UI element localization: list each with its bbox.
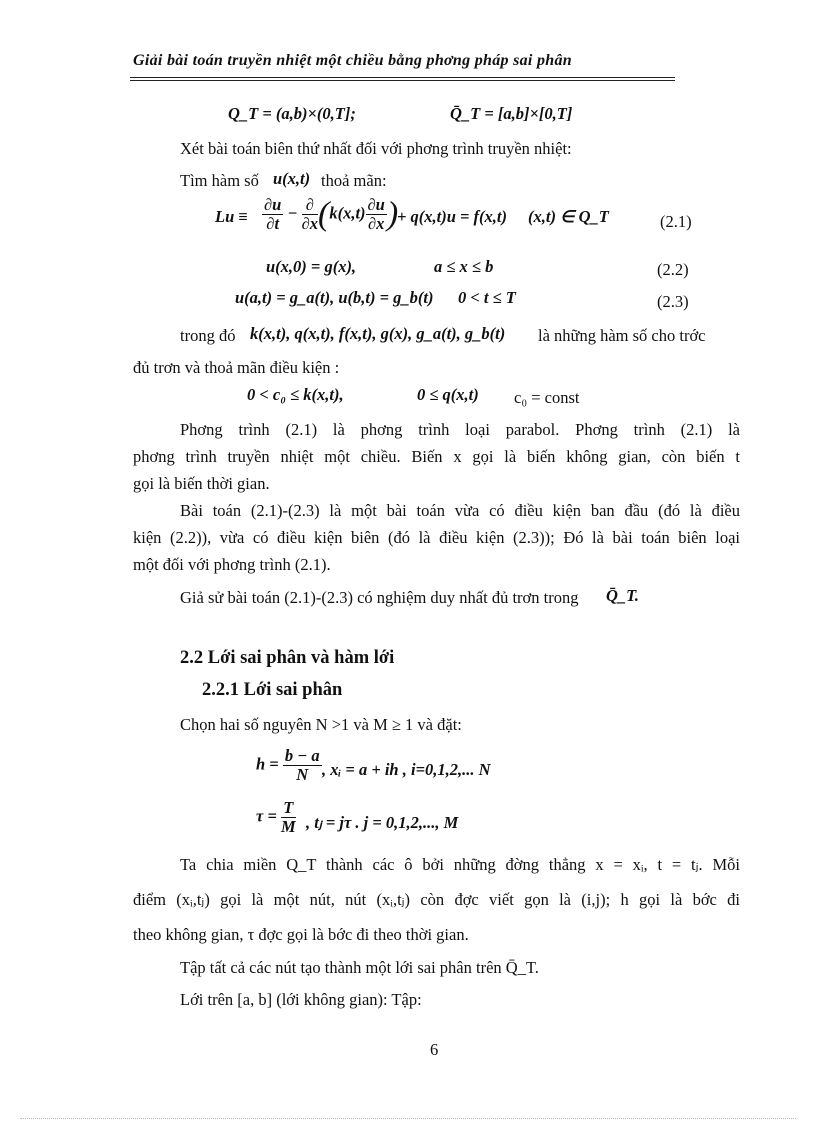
page-bottom-rule <box>20 1118 796 1119</box>
given-prefix: trong đó <box>180 326 236 345</box>
eq23-condition: 0 < t ≤ T <box>458 288 516 307</box>
grid-para1-line2: điểm (xᵢ,tⱼ) gọi là một nút, nút (xᵢ,tⱼ) còn đợc viết gọn là (i,j); h gọi là bớc đi <box>133 890 740 909</box>
smooth-line: đủ trơn và thoả mãn điều kiện : <box>133 358 340 377</box>
running-header: Giải bài toán truyền nhiệt một chiều bằng phơng pháp sai phân <box>133 52 572 69</box>
intro-line: Xét bài toán biên thứ nhất đối với phơng trình truyền nhiệt: <box>180 139 572 158</box>
eq21-rhs: + q(x,t)u = f(x,t) <box>397 207 507 226</box>
eq22-condition: a ≤ x ≤ b <box>434 257 494 276</box>
para1-line3: gọi là biến thời gian. <box>133 474 270 493</box>
header-rule-bottom <box>130 80 675 81</box>
grid-para2: Tập tất cả các nút tạo thành một lới sai phân trên Q̄_T. <box>180 958 539 977</box>
grid-para3: Lới trên [a, b] (lới không gian): Tập: <box>180 990 422 1009</box>
choose-line: Chọn hai số nguyên N >1 và M ≥ 1 và đặt: <box>180 715 462 734</box>
h-denominator: N <box>296 765 309 784</box>
find-prefix: Tìm hàm số <box>180 171 259 190</box>
para1-line2: phơng trình truyền nhiệt một chiều. Biến x gọi là biến không gian, còn biến t <box>133 447 740 466</box>
para2-line1: Bài toán (2.1)-(2.3) là một bài toán vừa có điều kiện ban đầu (đó là điều <box>180 501 740 520</box>
eq21-number: (2.1) <box>660 212 692 231</box>
h-definition <box>256 747 322 784</box>
para2-line3: một đối với phơng trình (2.1). <box>133 555 331 574</box>
eq23-left: u(a,t) = g_a(t), u(b,t) = g_b(t) <box>235 288 434 307</box>
xi-definition: , xᵢ = a + ih , i=0,1,2,... N <box>322 760 491 779</box>
eq21-operator: $\frac{\partial u}{\partial t}$ − $\frac{\partial}{\partial x}$ (k(x,t) $\frac{\partial u}{\partial x}$ ) <box>264 195 399 233</box>
section-2-2-1-heading: 2.2.1 Lới sai phân <box>202 680 343 700</box>
tau-denominator: M <box>280 817 296 836</box>
tj-definition: , tⱼ = jτ . j = 0,1,2,..., M <box>306 813 459 832</box>
eq21-domain: (x,t) ∈ Q_T <box>528 207 609 226</box>
given-suffix: là những hàm số cho trớc <box>538 326 706 345</box>
page-number: 6 <box>430 1040 439 1059</box>
find-u: u(x,t) <box>273 169 311 188</box>
eq22-number: (2.2) <box>657 260 689 279</box>
tau-numerator: T <box>281 799 296 818</box>
para2-line2: kiện (2.2)), vừa có điều kiện biên (đó là điều kiện (2.3)); Đó là bài toán biên loại <box>133 528 740 547</box>
eq21-lhs: Lu ≡ <box>215 207 248 226</box>
domain-open: Q_T = (a,b)×(0,T]; <box>228 104 356 123</box>
para3-text: Giả sử bài toán (2.1)-(2.3) có nghiệm duy nhất đủ trơn trong <box>180 588 579 607</box>
condition-c0: c₀ = const <box>514 388 580 407</box>
eq23-number: (2.3) <box>657 292 689 311</box>
given-functions: k(x,t), q(x,t), f(x,t), g(x), g_a(t), g_b(t) <box>250 324 506 343</box>
find-suffix: thoả mãn: <box>321 171 387 190</box>
para3-symbol: Q̄_T. <box>606 586 639 605</box>
eq22-left: u(x,0) = g(x), <box>266 257 357 276</box>
condition-k: 0 < c₀ ≤ k(x,t), <box>247 385 344 404</box>
tau-definition <box>256 799 296 836</box>
h-lhs: h = <box>256 754 279 774</box>
header-rule-top <box>130 77 675 78</box>
h-numerator: b − a <box>284 746 320 765</box>
domain-closed: Q̄_T = [a,b]×[0,T] <box>450 104 573 123</box>
grid-para1-line1: Ta chia miền Q_T thành các ô bởi những đờng thẳng x = xᵢ, t = tⱼ. Mỗi <box>180 855 740 874</box>
para1-line1: Phơng trình (2.1) là phơng trình loại parabol. Phơng trình (2.1) là <box>180 420 740 439</box>
section-2-2-heading: 2.2 Lới sai phân và hàm lới <box>180 648 395 668</box>
condition-q: 0 ≤ q(x,t) <box>417 385 479 404</box>
tau-lhs: τ = <box>256 806 277 826</box>
grid-para1-line3: theo không gian, τ đợc gọi là bớc đi theo thời gian. <box>133 925 469 944</box>
